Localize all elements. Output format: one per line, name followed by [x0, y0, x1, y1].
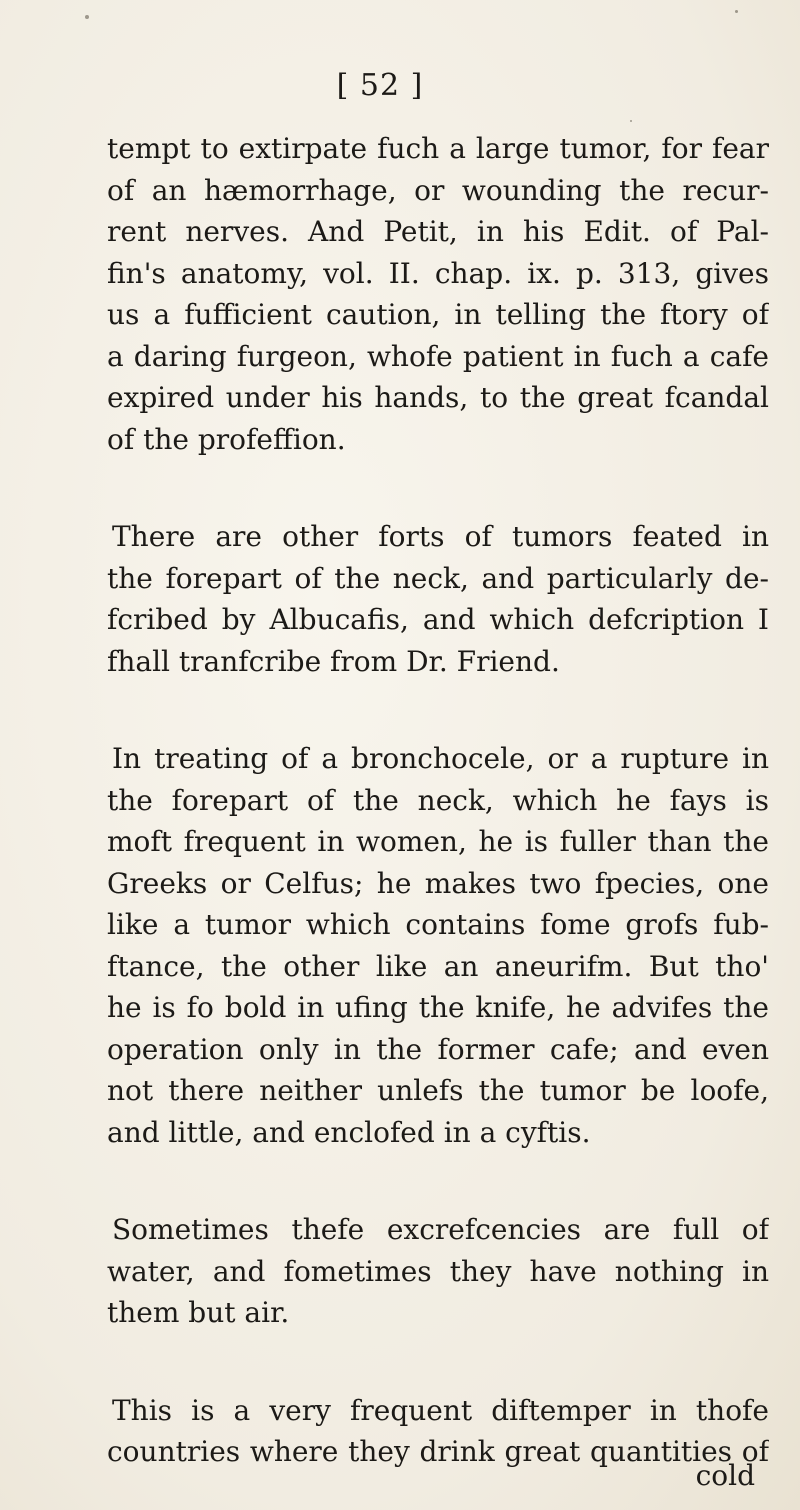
- text-line: like a tumor which contains fome grofs fub-: [107, 908, 769, 941]
- text-line: and little, and enclofed in a cyftis.: [107, 1115, 591, 1149]
- text-line: fcribed by Albucafis, and which defcription I: [107, 603, 769, 636]
- text-line: There are other forts of tumors feated in: [112, 520, 769, 553]
- text-line: Greeks or Celfus; he makes two fpecies, one: [107, 866, 769, 900]
- paragraph-4: [107, 1209, 769, 1334]
- paragraph-2: [107, 516, 769, 682]
- text-line: us a fufficient caution, in telling the ftory of: [107, 298, 769, 331]
- text-line: a daring furgeon, whofe patient in fuch a cafe: [107, 339, 769, 373]
- text-body: [107, 128, 769, 1473]
- paragraph-1: [107, 128, 769, 460]
- text-line: rent nerves. And Petit, in his Edit. of Pal-: [107, 215, 769, 248]
- text-line: the forepart of the neck, and particularly de-: [107, 561, 769, 595]
- paper-speck: [735, 10, 738, 13]
- text-line: In treating of a bronchocele, or a rupture in: [112, 742, 769, 775]
- text-line: water, and fometimes they have nothing in: [107, 1254, 769, 1288]
- text-line: operation only in the former cafe; and even: [107, 1032, 769, 1066]
- text-line: moft frequent in women, he is fuller than the: [107, 825, 769, 858]
- text-line: of the profeffion.: [107, 422, 346, 456]
- text-line: the forepart of the neck, which he fays is: [107, 783, 769, 817]
- text-line: them but air.: [107, 1296, 290, 1329]
- paragraph-gap: [107, 460, 769, 516]
- text-line: tempt to extirpate fuch a large tumor, for fear: [107, 132, 769, 165]
- paper-speck: [85, 15, 89, 19]
- text-line: he is fo bold in ufing the knife, he advifes the: [107, 991, 769, 1024]
- text-line: Sometimes thefe excrefcencies are full of: [112, 1213, 769, 1246]
- paper-speck: [630, 120, 632, 122]
- text-line: expired under his hands, to the great fcandal: [107, 381, 769, 414]
- text-line: of an hæmorrhage, or wounding the recur-: [107, 173, 769, 207]
- text-line: This is a very frequent diftemper in thofe: [112, 1393, 769, 1427]
- text-line: ftance, the other like an aneurifm. But tho': [107, 949, 769, 983]
- paragraph-3: [107, 738, 769, 1153]
- paragraph-gap: [107, 1153, 769, 1209]
- paragraph-gap: [107, 1334, 769, 1390]
- page-number: [ 52 ]: [336, 68, 424, 103]
- paragraph-gap: [107, 682, 769, 738]
- text-line: countries where they drink great quantities of: [107, 1435, 769, 1468]
- text-line: fhall tranfcribe from Dr. Friend.: [107, 644, 560, 678]
- text-line: not there neither unlefs the tumor be loofe,: [107, 1074, 769, 1107]
- catchword: cold: [695, 1459, 755, 1492]
- text-line: fin's anatomy, vol. II. chap. ix. p. 313, gives: [107, 256, 769, 290]
